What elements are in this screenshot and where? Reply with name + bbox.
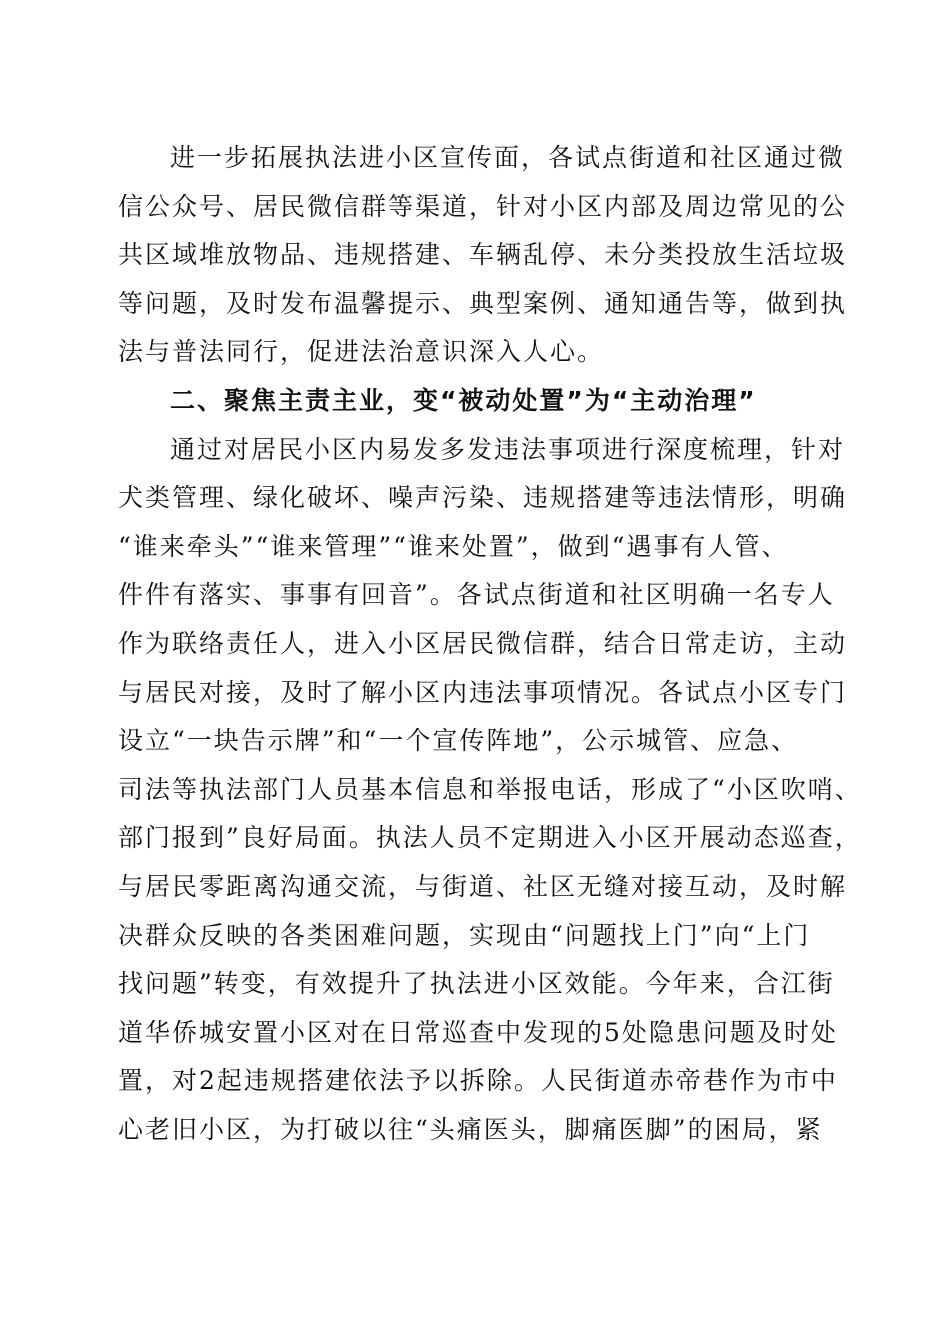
text-line: “谁来牵头”“谁来管理”“谁来处置”，做到“遇事有人管、 — [118, 531, 789, 561]
text-line: 置，对2起违规搭建依法予以拆除。人民街道赤帝巷作为市中 — [118, 1066, 838, 1096]
text-line: 信公众号、居民微信群等渠道，针对小区内部及周边常见的公 — [118, 191, 848, 221]
text-line: 通过对居民小区内易发多发违法事项进行深度梳理，针对 — [170, 434, 846, 464]
text-line: 司法等执法部门人员基本信息和举报电话，形成了“小区吹哨、 — [118, 774, 862, 804]
text-line: 共区域堆放物品、违规搭建、车辆乱停、未分类投放生活垃圾 — [118, 240, 848, 270]
text-line: 作为联络责任人，进入小区居民微信群，结合日常走访，主动 — [118, 628, 848, 658]
text-line: 进一步拓展执法进小区宣传面，各试点街道和社区通过微 — [170, 143, 846, 172]
text-line: 部门报到”良好局面。执法人员不定期进入小区开展动态巡查， — [118, 823, 862, 853]
text-line: 等问题，及时发布温馨提示、典型案例、通知通告等，做到执 — [118, 288, 848, 318]
text-line: 犬类管理、绿化破坏、噪声污染、违规搭建等违法情形，明确 — [118, 483, 848, 513]
text-line: 设立“一块告示牌”和“一个宣传阵地”，公示城管、应急、 — [118, 726, 799, 756]
text-line: 与居民对接，及时了解小区内违法事项情况。各试点小区专门 — [118, 677, 848, 707]
text-line: 心老旧小区，为打破以往“头痛医头，脚痛医脚”的困局，紧 — [118, 1114, 823, 1144]
text-line: 与居民零距离沟通交流，与街道、社区无缝对接互动，及时解 — [118, 871, 848, 901]
text-line: 件件有落实、事事有回音”。各试点街道和社区明确一名专人 — [118, 580, 835, 610]
text-line: 找问题”转变，有效提升了执法进小区效能。今年来，合江街 — [118, 969, 835, 999]
paragraph-publicity — [118, 134, 848, 377]
section-heading: 二、聚焦主责主业，变“被动处置”为“主动治理” — [170, 385, 757, 415]
text-line: 决群众反映的各类困难问题，实现由“问题找上门”向“上门 — [118, 920, 811, 950]
text-line: 法与普法同行，促进法治意识深入人心。 — [118, 337, 605, 367]
document-body — [118, 134, 862, 1154]
paragraph-responsibility — [118, 426, 862, 1155]
text-line: 道华侨城安置小区对在日常巡查中发现的5处隐患问题及时处 — [118, 1017, 838, 1047]
